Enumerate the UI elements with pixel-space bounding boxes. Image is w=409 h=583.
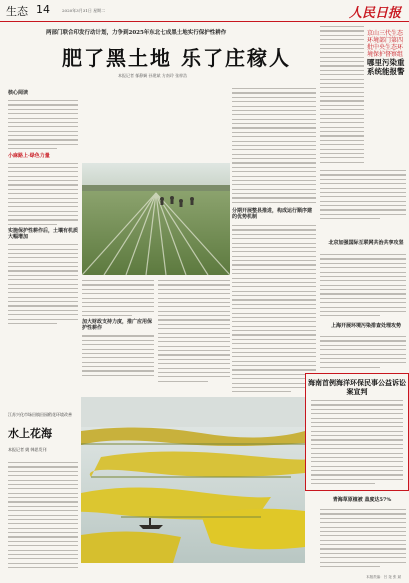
page-number: 14	[36, 3, 50, 16]
left-lower-story-heading	[8, 412, 78, 452]
masthead-logo: 人民日报	[348, 6, 401, 21]
left-lower-kicker: 江苏兴化市垛田镇田园稻花环境改善	[8, 412, 72, 417]
right-feature-kicker: 京山三代生态环境部门第四批中央生态环境保护督察组	[367, 30, 404, 58]
center-pull-quote: 分期开展整县推进，构成运行顺序建的优势机制	[232, 208, 313, 220]
core-reading-label: 核心阅读	[8, 90, 29, 96]
news-title-beijing: 北京加强国际互联网共治共享攻坚	[328, 240, 404, 246]
issue-date: 2020年3月31日 星期二	[62, 8, 106, 13]
lead-kicker: 两部门联合印发行动计划，力争到2025年东北七成黑土地实行保护性耕作	[46, 30, 227, 36]
news-title-shanghai: 上海开展环境污染排查处理攻势	[330, 323, 401, 329]
middle-left-column	[82, 280, 154, 395]
news-body-beijing	[320, 254, 406, 319]
left-subhead-2: 实施保护性耕作后，土壤有机质大幅增加	[8, 228, 78, 241]
flower-field-photo	[81, 397, 305, 563]
right-feature-title: 哪里污染重 系统能报警	[367, 58, 405, 76]
news-body-shanghai	[320, 336, 406, 370]
left-lower-body	[8, 462, 78, 568]
left-lower-title: 水上花海	[8, 427, 52, 440]
rice-field-photo	[82, 163, 230, 275]
right-column-text-2	[320, 170, 406, 226]
boxed-article-body	[311, 400, 403, 486]
news-title-qinghai: 青海草原植被 盖度达57%	[332, 497, 392, 503]
lead-headline: 肥了黑土地 乐了庄稼人	[62, 46, 291, 70]
news-body-qinghai	[320, 509, 406, 569]
column-red-subhead: 小麻路上·绿色力量	[8, 152, 50, 159]
boxed-article-hainan	[305, 373, 409, 491]
right-column-text-1	[320, 26, 364, 166]
page-footer: 本版责编：吕 尧 张 斌	[366, 575, 401, 579]
boxed-article-title: 海南首例海洋环保民事公益诉讼案宣判	[308, 378, 406, 396]
section-name: 生态	[6, 5, 28, 18]
middle-right-column	[158, 280, 230, 395]
left-column	[8, 88, 78, 400]
mid-subhead: 加大财政支持力度，推广应用保护性耕作	[82, 319, 153, 332]
lead-byline: 本报记者 郁静娴 孙建斌 方南玲 张梓浩	[118, 73, 188, 78]
left-lower-byline: 本报记者 姚 韩思发刊	[8, 447, 47, 452]
right-feature-heading	[367, 30, 405, 76]
center-column-top	[232, 88, 316, 206]
page-header	[0, 0, 409, 22]
center-column-bottom	[232, 225, 316, 395]
